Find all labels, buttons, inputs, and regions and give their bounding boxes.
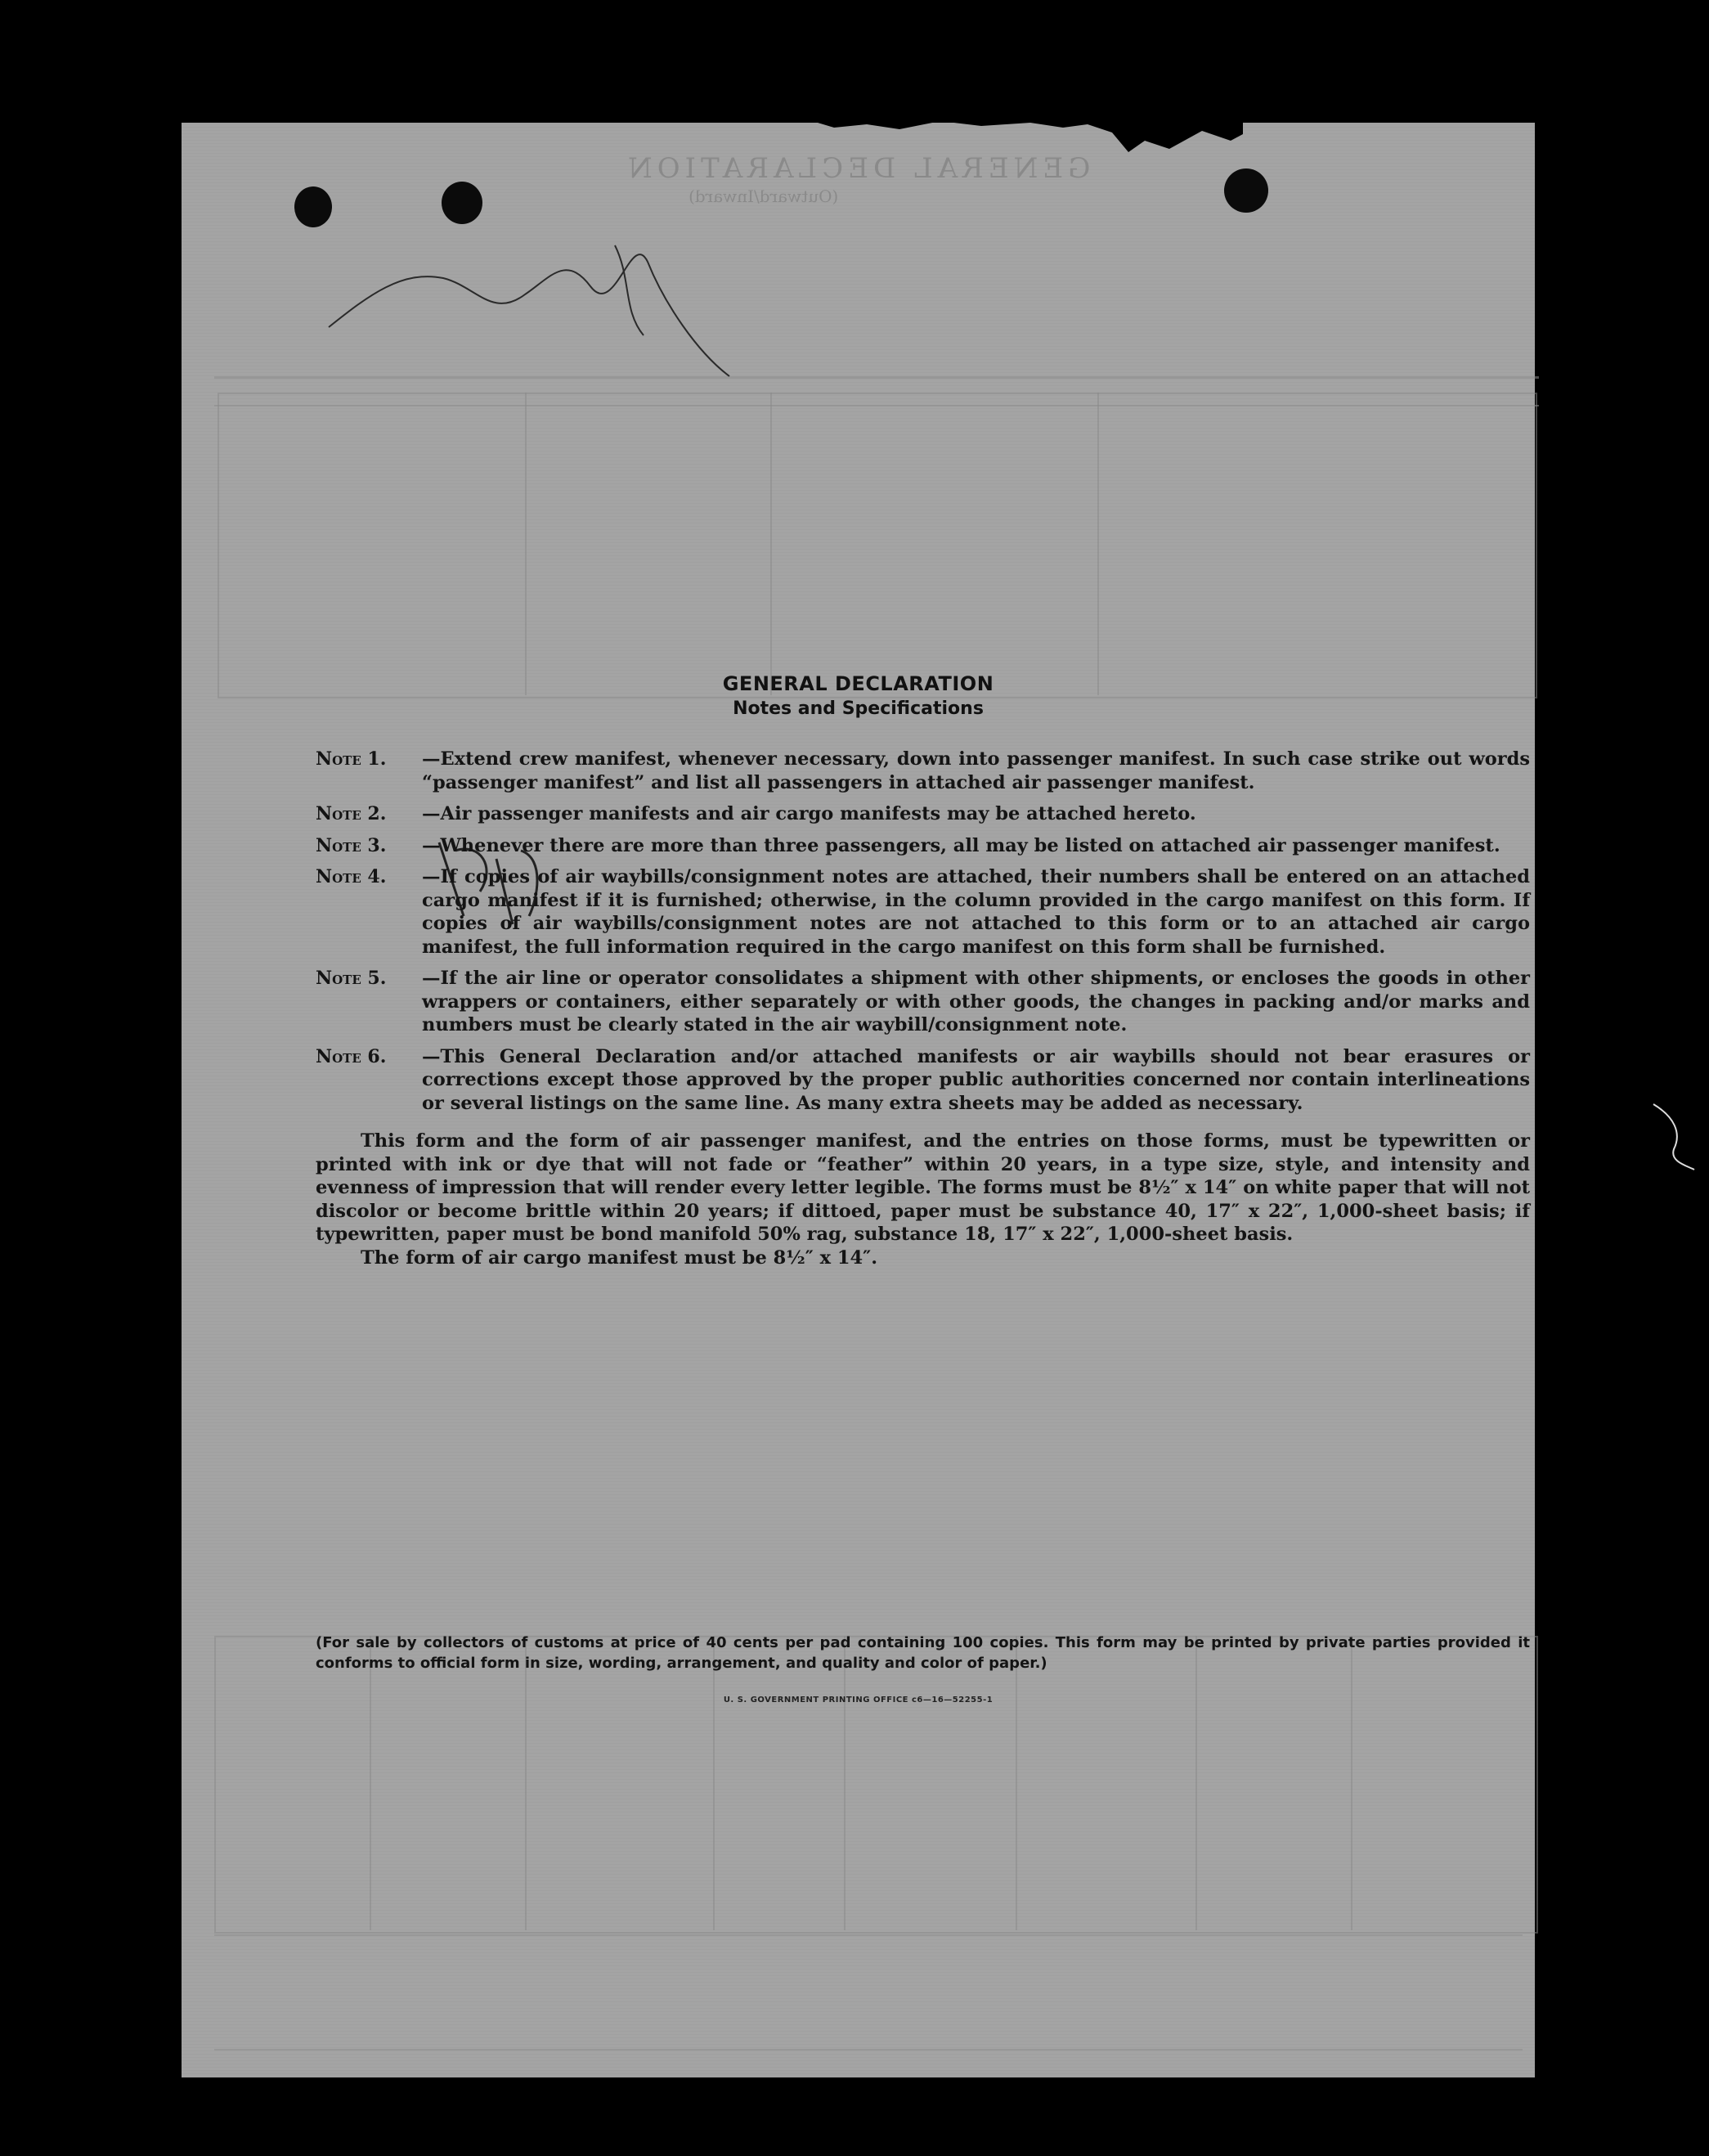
note-label: Note 4.: [316, 866, 387, 887]
printer-imprint: U. S. GOVERNMENT PRINTING OFFICE c6—16—52255-1: [723, 1696, 994, 1705]
ghost-cargo-table: [214, 1636, 1538, 1934]
ghost-column: [370, 1636, 371, 1930]
note-5: [316, 967, 1530, 1037]
note-text: —Air passenger manifests and air cargo manifests may be attached hereto.: [422, 803, 1196, 824]
note-3: [316, 834, 1530, 858]
page-subtitle: Notes and Specifications: [733, 698, 984, 719]
note-text: —Extend crew manifest, whenever necessary, down into passenger manifest. In such case strike out words “passenger manifest” and list all passengers in attached air passenger manifest.: [422, 748, 1530, 793]
ghost-column: [1016, 1636, 1017, 1930]
cargo-manifest-size-paragraph: The form of air cargo manifest must be 8½″ x 14″.: [361, 1246, 878, 1269]
ghost-column: [1351, 1636, 1352, 1930]
ghost-heading: GENERAL DECLARATION: [623, 152, 1091, 185]
ghost-column: [1195, 1636, 1197, 1930]
ghost-subheading: (Outward/Inward): [689, 186, 839, 206]
ghost-rule: [214, 1934, 1523, 1936]
notes-section: [316, 748, 1530, 1269]
punch-hole-right: [1224, 168, 1268, 213]
document-sheet: [182, 123, 1535, 2077]
note-text: —If copies of air waybills/consignment notes are attached, their numbers shall be entered on an attached cargo manifest if it is furnished; otherwise, in the column provided in the cargo manifest on this form. If copies of air waybills/consignment notes are not attached to this form or to an attached air cargo manifest, the full information required in the cargo manifest on this form shall be furnished.: [422, 866, 1530, 958]
document-title-block: [182, 672, 1535, 719]
note-6: [316, 1045, 1530, 1116]
ghost-column: [770, 393, 772, 695]
note-4: [316, 865, 1530, 959]
note-1: [316, 748, 1530, 794]
ghost-rule: [214, 2049, 1523, 2050]
ghost-column: [525, 1636, 527, 1930]
ghost-column: [844, 1636, 846, 1930]
ghost-column: [713, 1636, 715, 1930]
ghost-itinerary-table: [218, 393, 1537, 698]
page-title: GENERAL DECLARATION: [722, 672, 994, 695]
handwritten-scribble: [321, 196, 746, 384]
note-label: Note 1.: [316, 748, 387, 770]
note-label: Note 2.: [316, 803, 387, 824]
note-label: Note 6.: [316, 1045, 387, 1067]
ghost-column: [525, 393, 527, 695]
ghost-column: [1097, 393, 1099, 695]
sale-note: (For sale by collectors of customs at price of 40 cents per pad containing 100 copies. This form may be printed by private parties provided it conforms to official form in size, wording, arrangement, and quality and color of paper.): [316, 1634, 1530, 1672]
note-text: —Whenever there are more than three passengers, all may be listed on attached air passenger manifest.: [422, 834, 1500, 856]
note-label: Note 5.: [316, 968, 387, 989]
hair-mark: [1649, 1100, 1698, 1174]
note-2: [316, 802, 1530, 826]
note-text: —This General Declaration and/or attached manifests or air waybills should not bear erasures or corrections except those approved by the proper public authorities concerned nor contain interlineations or several listings on the same line. As many extra sheets may be added as necessary.: [422, 1045, 1530, 1114]
note-label: Note 3.: [316, 834, 387, 856]
note-text: —If the air line or operator consolidates a shipment with other shipments, or encloses the goods in other wrappers or containers, either separately or with other goods, the changes in packing and/or marks and numbers must be clearly stated in the air waybill/consignment note.: [422, 968, 1530, 1035]
form-requirements-paragraph: This form and the form of air passenger manifest, and the entries on those forms, must be typewritten or printed with ink or dye that will not fade or “feather” within 20 years, in a type size, style, and intensity and evenness of impression that will render every letter legible. The forms must be 8½″ x 14″ on white paper that will not discolor or become brittle within 20 years; if dittoed, paper must be substance 40, 17″ x 22″, 1,000-sheet basis; if typewritten, paper must be bond manifold 50% rag, substance 18, 17″ x 22″, 1,000-sheet basis.: [316, 1130, 1530, 1245]
